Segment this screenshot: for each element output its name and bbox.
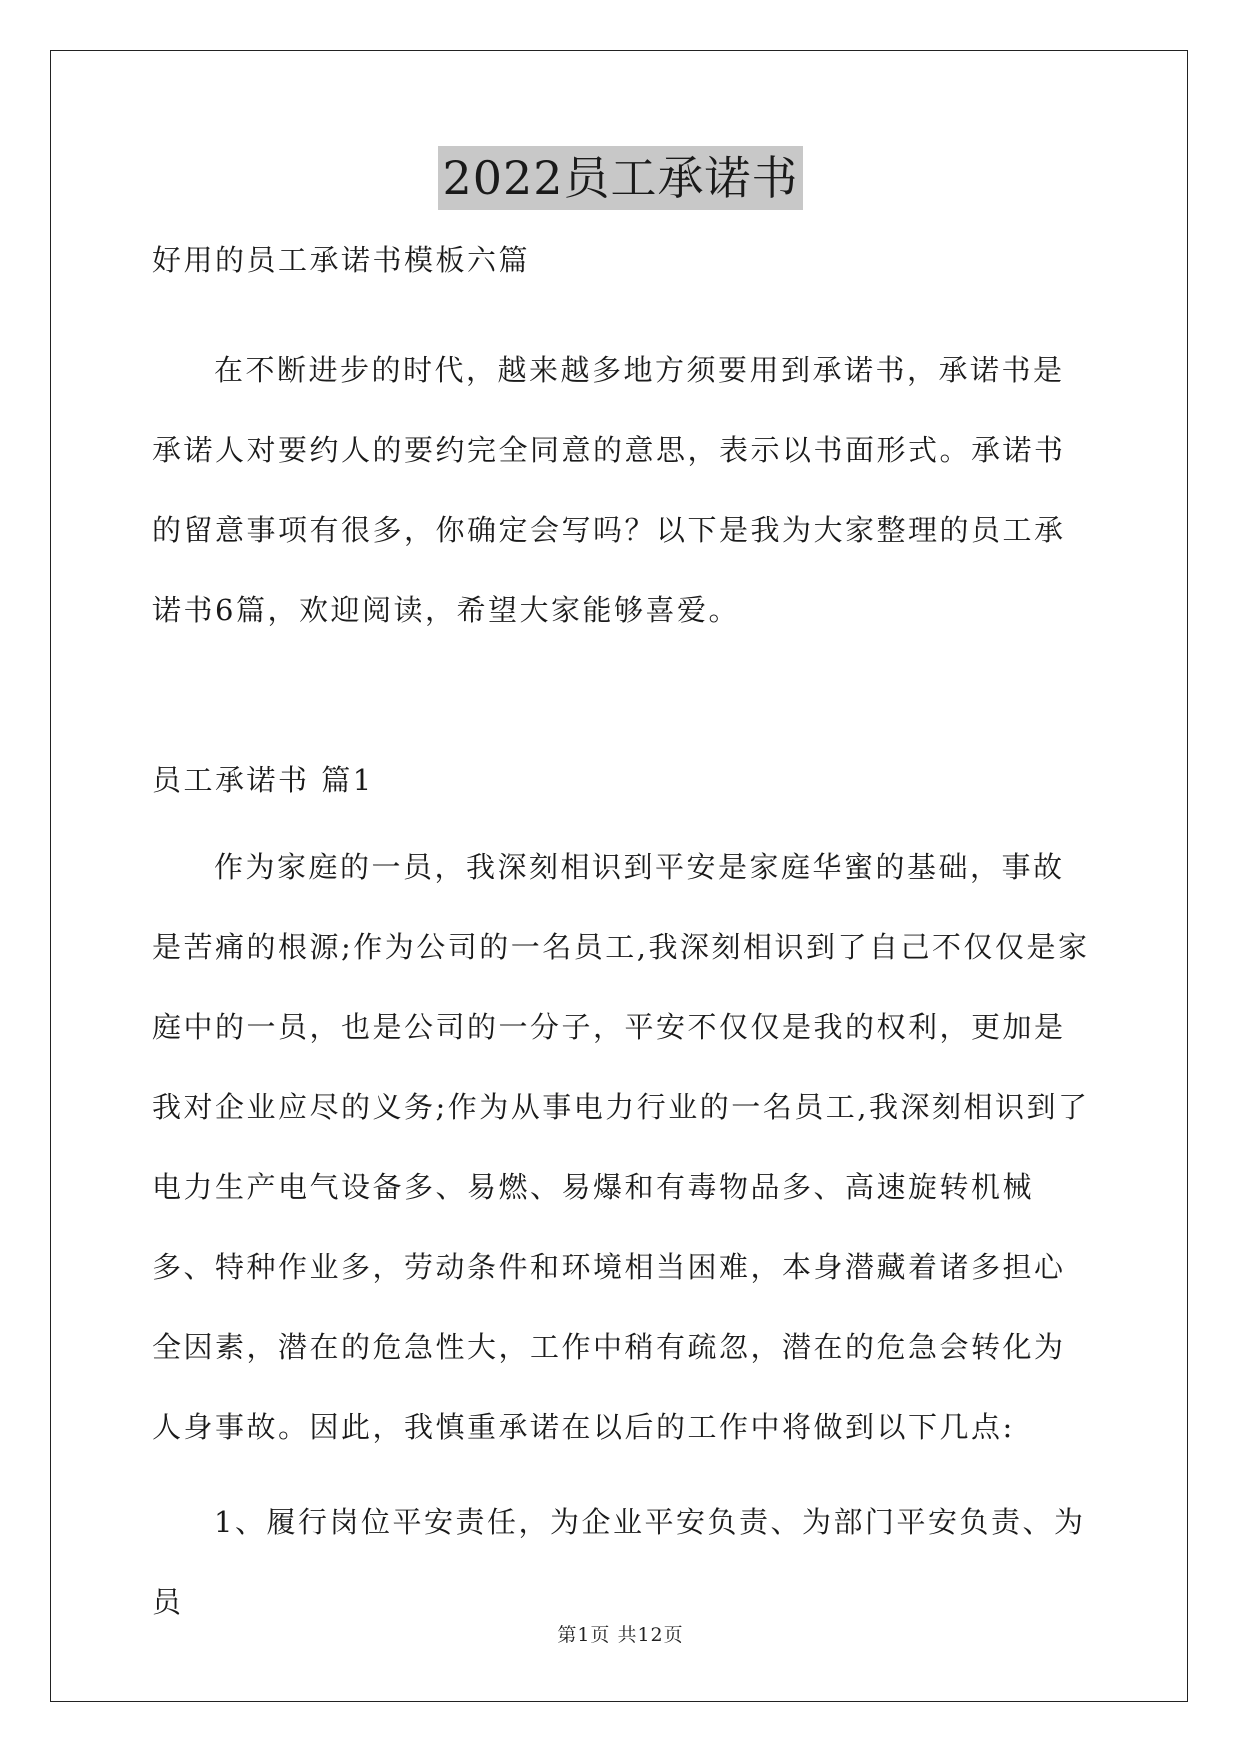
item-paragraph: 1、履行岗位平安责任，为企业平安负责、为部门平安负责、为员 xyxy=(152,1505,1086,1619)
section-body xyxy=(152,827,1092,1467)
list-item xyxy=(152,1482,1092,1642)
intro-paragraph: 在不断进步的时代，越来越多地方须要用到承诺书，承诺书是承诺人对要约人的要约完全同意的意思，表示以书面形式。承诺书的留意事项有很多，你确定会写吗？以下是我为大家整理的员工承诺书6篇，欢迎阅读，希望大家能够喜爱。 xyxy=(152,353,1066,627)
document-title: 2022员工承诺书 xyxy=(438,146,802,210)
document-subtitle: 好用的员工承诺书模板六篇 xyxy=(152,243,531,277)
page-number: 第1页 共12页 xyxy=(557,1624,684,1646)
section-paragraph: 作为家庭的一员，我深刻相识到平安是家庭华蜜的基础，事故是苦痛的根源;作为公司的一名员工,我深刻相识到了自己不仅仅是家庭中的一员，也是公司的一分子，平安不仅仅是我的权利，更加是我对企业应尽的义务;作为从事电力行业的一名员工,我深刻相识到了电力生产电气设备多、易燃、易爆和有毒物品多、高速旋转机械多、特种作业多，劳动条件和环境相当困难，本身潜藏着诸多担心全因素，潜在的危急性大，工作中稍有疏忽，潜在的危急会转化为人身事故。因此，我慎重承诺在以后的工作中将做到以下几点: xyxy=(152,850,1090,1444)
intro-section xyxy=(152,330,1092,650)
title-container xyxy=(0,146,1241,210)
section-heading: 员工承诺书 篇1 xyxy=(152,763,374,797)
